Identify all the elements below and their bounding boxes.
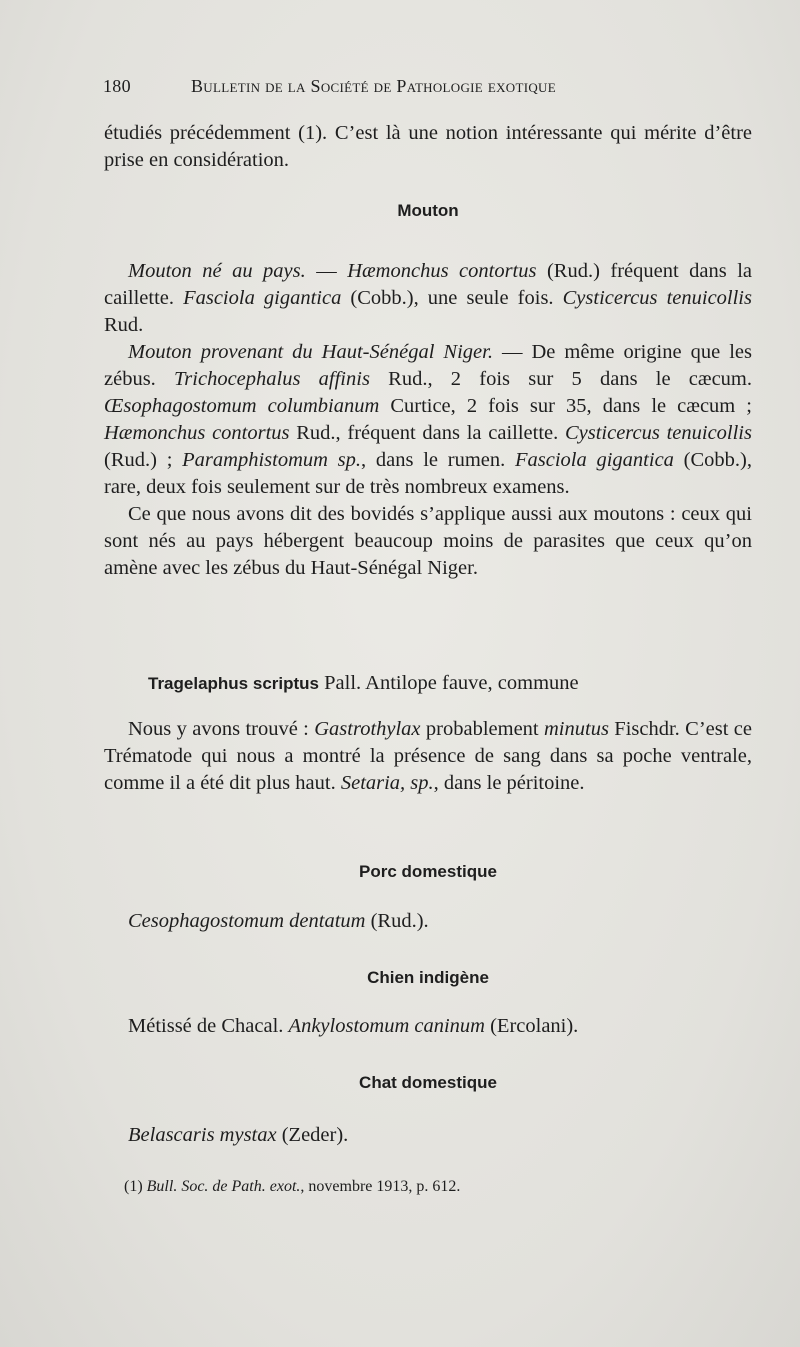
continuation-paragraph: étudiés précédemment (1). C’est là une notion intéressante qui mérite d’être prise en considération. (104, 122, 752, 171)
tragelaphus-paragraph: Nous y avons trouvé : Gastrothylax probablement minutus Fischdr. C’est ce Trématode qui nous a montré la présence de sang dans sa poche ventrale, comme il a été dit plus haut. Setaria, sp., dans le péritoine. (104, 718, 752, 794)
tragelaphus-heading-line: Tragelaphus scriptus Pall. Antilope fauve, commune (148, 672, 579, 694)
mouton-ne-au-pays: Mouton né au pays. — Hæmonchus contortus (Rud.) fréquent dans la caillette. Fasciola gigantica (Cobb.), une seule fois. Cysticercus tenuicollis Rud. (104, 260, 752, 336)
heading-chien: Chien indigène (367, 968, 489, 987)
bovides-paragraph: Ce que nous avons dit des bovidés s’applique aussi aux moutons : ceux qui sont nés au pays hébergent beaucoup moins de parasites que ceux qu’on amène avec les zébus du Haut-Sénégal Niger. (104, 503, 752, 579)
chien-entry: Métissé de Chacal. Ankylostomum caninum (Ercolani). (128, 1015, 579, 1037)
footnote: (1) Bull. Soc. de Path. exot., novembre 1913, p. 612. (124, 1178, 461, 1195)
heading-chat: Chat domestique (359, 1073, 497, 1092)
porc-entry: Cesophagostomum dentatum (Rud.). (128, 910, 429, 932)
running-header (103, 76, 663, 97)
page-number: 180 (103, 76, 131, 96)
heading-mouton: Mouton (397, 201, 459, 220)
mouton-provenant: Mouton provenant du Haut-Sénégal Niger. — De même origine que les zébus. Trichocephalus affinis Rud., 2 fois sur 5 dans le cæcum. Œsophagostomum columbianum Curtice, 2 fois sur 35, dans le cæcum ; Hæmonchus contortus Rud., fréquent dans la caillette. Cysticercus tenuicollis (Rud.) ; Paramphistomum sp., dans le rumen. Fasciola gigantica (Cobb.), rare, deux fois seulement sur de très nombreux examens. (104, 341, 752, 498)
chat-entry: Belascaris mystax (Zeder). (128, 1124, 349, 1146)
heading-porc: Porc domestique (359, 862, 497, 881)
mouton-section (104, 258, 752, 582)
journal-title: Bulletin de la Société de Pathologie exotique (191, 76, 556, 96)
